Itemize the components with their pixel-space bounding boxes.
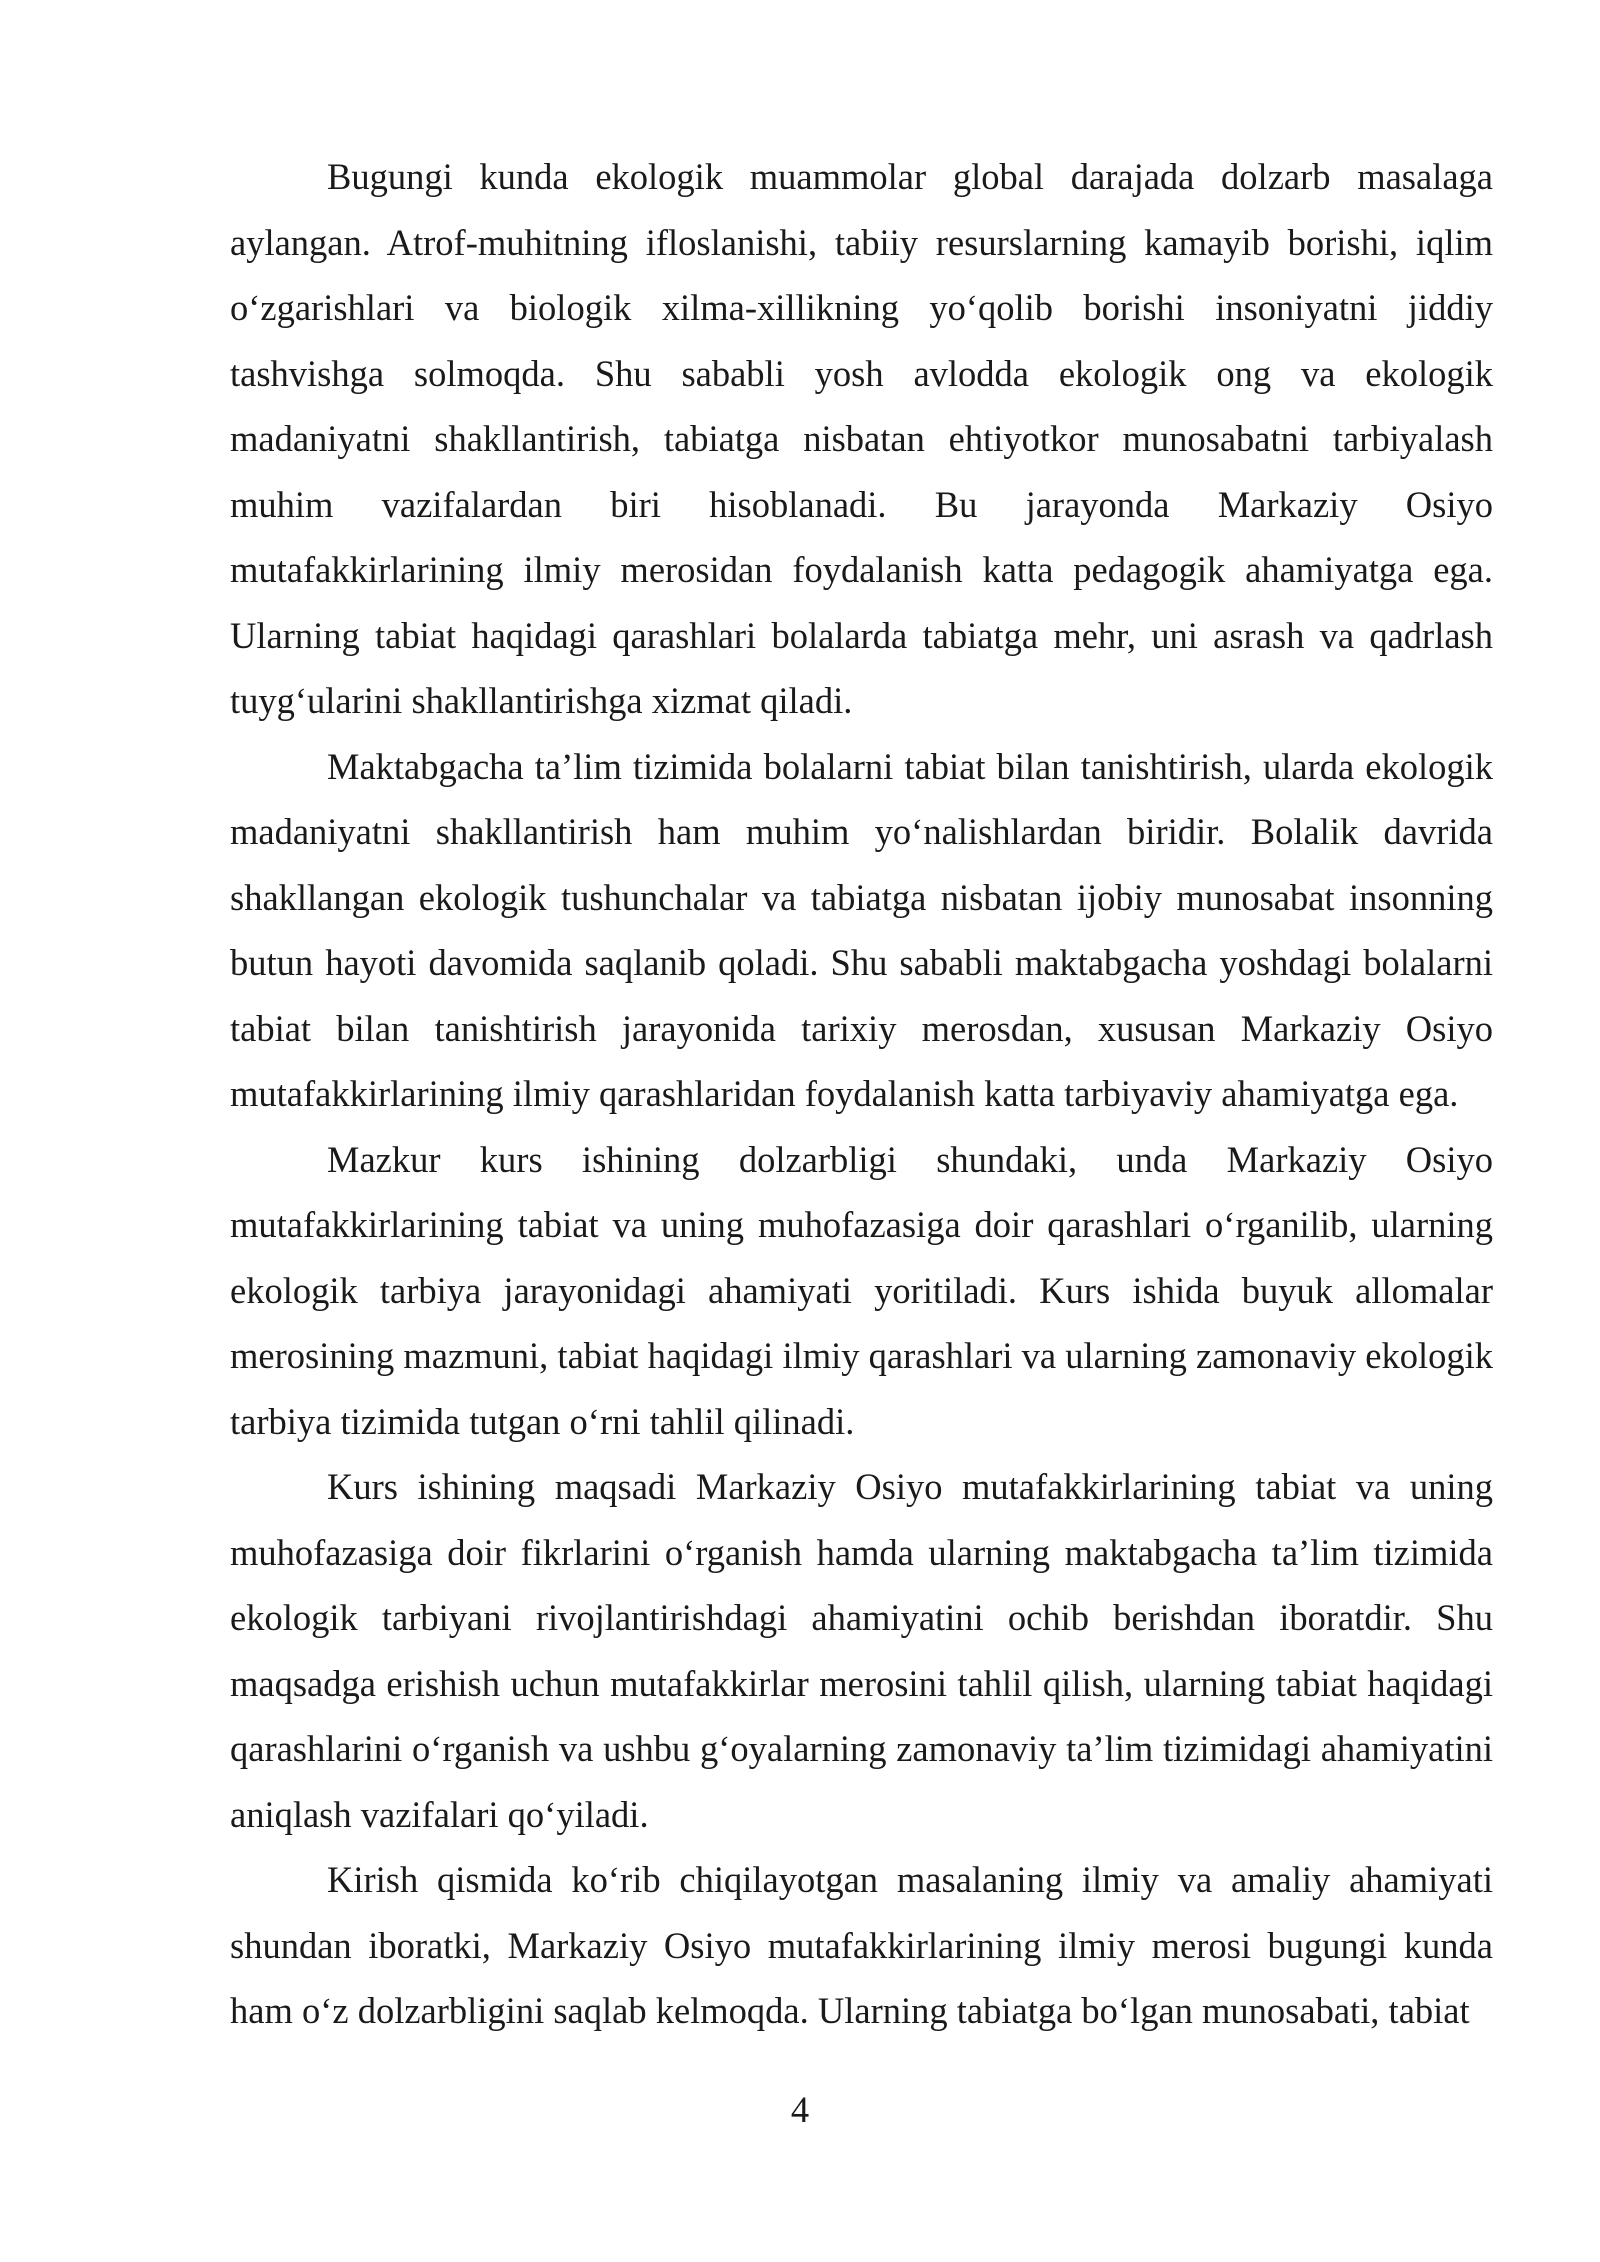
paragraph-3: Mazkur kurs ishining dolzarbligi shundaki, unda Markaziy Osiyo mutafakkirlarining tabiat va uning muhofazasiga doir qarashlari oʻrganilib, ularning ekologik tarbiya jarayonidagi ahamiyati yoritiladi. Kurs ishida buyuk allomalar merosining mazmuni, tabiat haqidagi ilmiy qarashlari va ularning zamonaviy ekologik tarbiya tizimida tutgan oʻrni tahlil qilinadi. <box>230 1138 1493 1442</box>
body-text <box>230 144 1493 2044</box>
paragraph-1: Bugungi kunda ekologik muammolar global darajada dolzarb masalaga aylangan. Atrof-muhitning ifloslanishi, tabiiy resurslarning kamayib borishi, iqlim oʻzgarishlari va biologik xilma-xillikning yoʻqolib borishi insoniyatni jiddiy tashvishga solmoqda. Shu sababli yosh avlodda ekologik ong va ekologik madaniyatni shakllantirish, tabiatga nisbatan ehtiyotkor munosabatni tarbiyalash muhim vazifalardan biri hisoblanadi. Bu jarayonda Markaziy Osiyo mutafakkirlarining ilmiy merosidan foydalanish katta pedagogik ahamiyatga ega. Ularning tabiat haqidagi qarashlari bolalarda tabiatga mehr, uni asrash va qadrlash tuygʻularini shakllantirishga xizmat qiladi. <box>230 156 1493 721</box>
paragraph-4: Kurs ishining maqsadi Markaziy Osiyo mutafakkirlarining tabiat va uning muhofazasiga doir fikrlarini oʻrganish hamda ularning maktabgacha taʼlim tizimida ekologik tarbiyani rivojlantirishdagi ahamiyatini ochib berishdan iboratdir. Shu maqsadga erishish uchun mutafakkirlar merosini tahlil qilish, ularning tabiat haqidagi qarashlarini oʻrganish va ushbu gʻoyalarning zamonaviy taʼlim tizimidagi ahamiyatini aniqlash vazifalari qoʻyiladi. <box>230 1466 1493 1835</box>
paragraph-2: Maktabgacha taʼlim tizimida bolalarni tabiat bilan tanishtirish, ularda ekologik madaniyatni shakllantirish ham muhim yoʻnalishlardan biridir. Bolalik davrida shakllangan ekologik tushunchalar va tabiatga nisbatan ijobiy munosabat insonning butun hayoti davomida saqlanib qoladi. Shu sababli maktabgacha yoshdagi bolalarni tabiat bilan tanishtirish jarayonida tarixiy merosdan, xususan Markaziy Osiyo mutafakkirlarining ilmiy qarashlaridan foydalanish katta tarbiyaviy ahamiyatga ega. <box>230 745 1493 1114</box>
paragraph-5: Kirish qismida koʻrib chiqilayotgan masalaning ilmiy va amaliy ahamiyati shundan iboratki, Markaziy Osiyo mutafakkirlarining ilmiy merosi bugungi kunda ham oʻz dolzarbligini saqlab kelmoqda. Ularning tabiatga boʻlgan munosabati, tabiat <box>230 1859 1493 2031</box>
page-number: 4 <box>790 2089 810 2130</box>
